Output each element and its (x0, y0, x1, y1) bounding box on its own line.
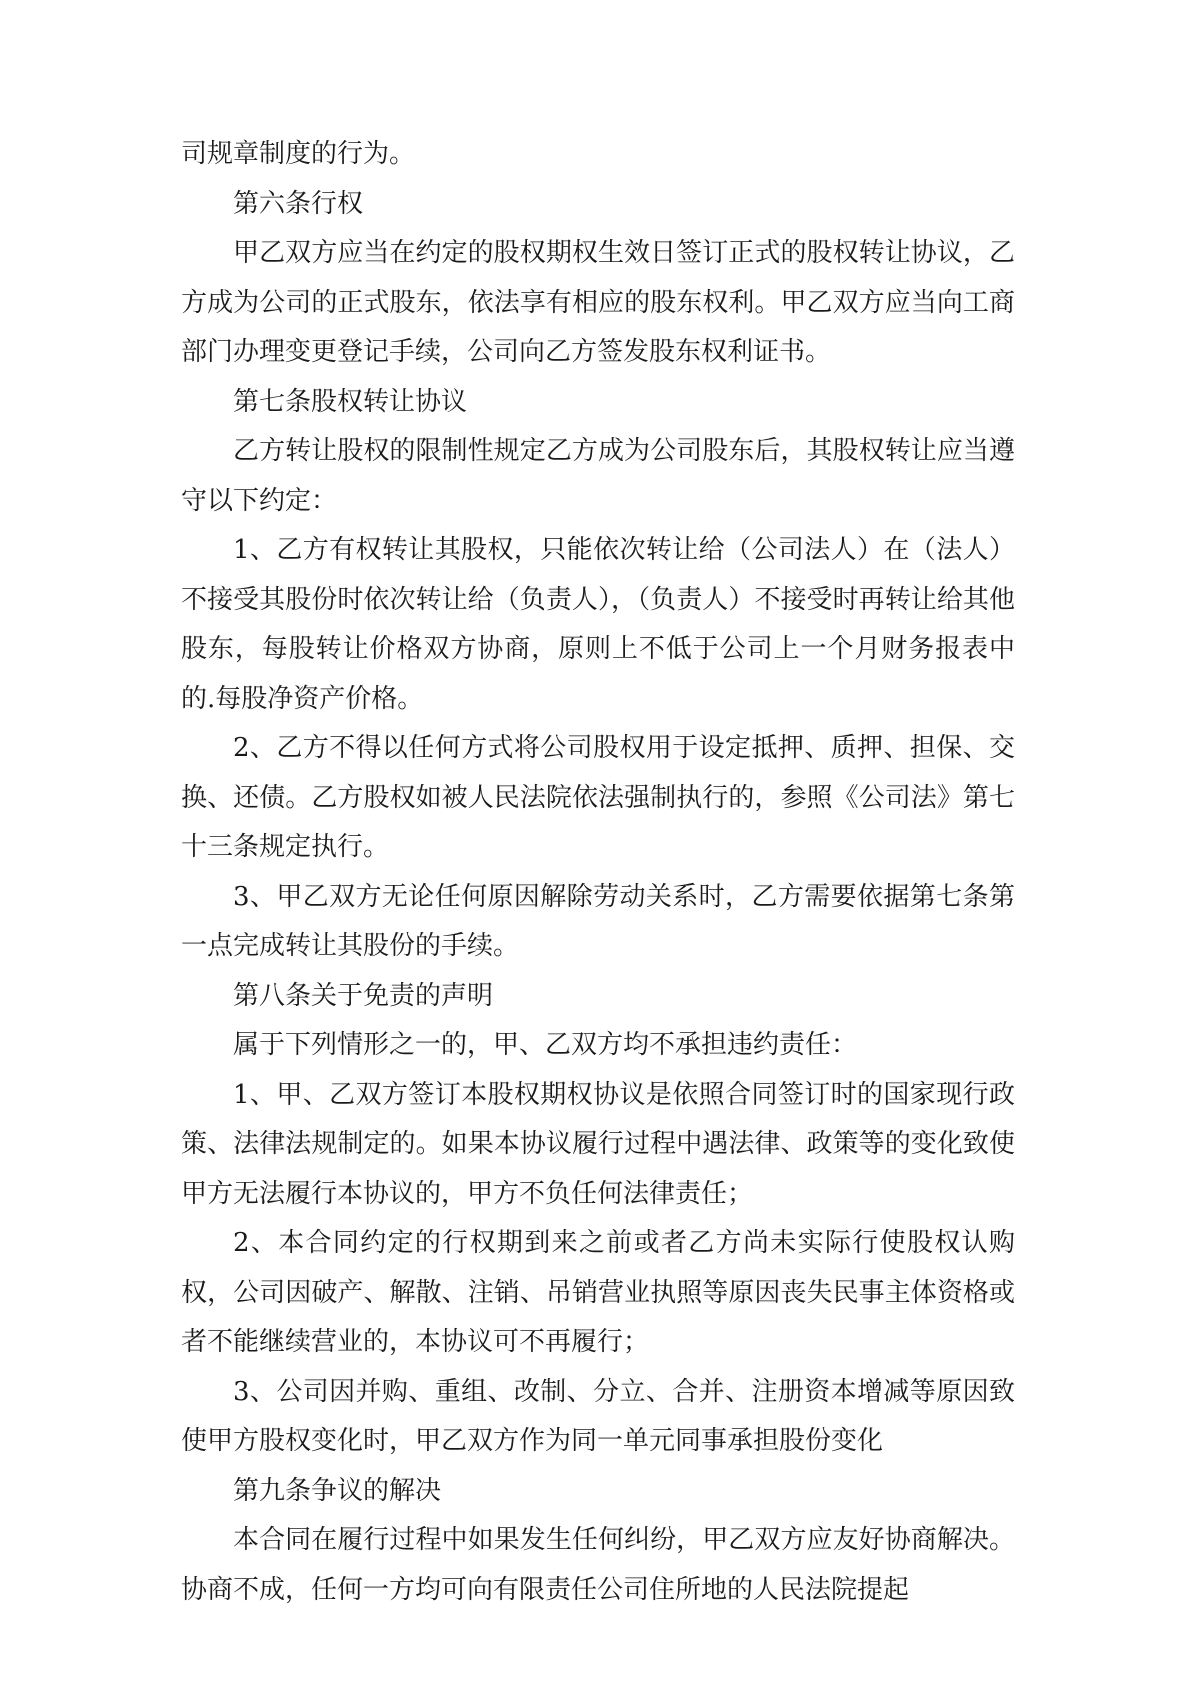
article-8-item-3: 3、公司因并购、重组、改制、分立、合并、注册资本增减等原因致使甲方股权变化时，甲乙双方作为同一单元同事承担股份变化 (181, 1376, 1015, 1456)
paragraph-continuation: 司规章制度的行为。 (181, 139, 416, 169)
article-7-item-1: 1、乙方有权转让其股权，只能依次转让给（公司法人）在（法人）不接受其股份时依次转让给（负责人），（负责人）不接受时再转让给其他股东，每股转让价格双方协商，原则上不低于公司上一个月财务报表中的.每股净资产价格。 (181, 535, 1015, 714)
article-7-item-3: 3、甲乙双方无论任何原因解除劳动关系时，乙方需要依据第七条第一点完成转让其股份的手续。 (181, 881, 1015, 961)
article-7-item-2: 2、乙方不得以任何方式将公司股权用于设定抵押、质押、担保、交换、还债。乙方股权如被人民法院依法强制执行的，参照《公司法》第七十三条规定执行。 (181, 733, 1015, 862)
article-8-item-1: 1、甲、乙双方签订本股权期权协议是依照合同签订时的国家现行政策、法律法规制定的。如果本协议履行过程中遇法律、政策等的变化致使甲方无法履行本协议的，甲方不负任何法律责任； (181, 1079, 1015, 1209)
article-9-heading: 第九条争议的解决 (233, 1475, 442, 1506)
article-8-intro: 属于下列情形之一的，甲、乙双方均不承担违约责任： (233, 1030, 858, 1060)
article-9-body: 本合同在履行过程中如果发生任何纠纷，甲乙双方应友好协商解决。协商不成，任何一方均可向有限责任公司住所地的人民法院提起 (181, 1525, 1015, 1605)
article-6-heading: 第六条行权 (233, 188, 364, 219)
document-body (181, 130, 1015, 1615)
article-8-heading: 第八条关于免责的声明 (233, 980, 494, 1011)
article-8-item-2: 2、本合同约定的行权期到来之前或者乙方尚未实际行使股权认购权，公司因破产、解散、注销、吊销营业执照等原因丧失民事主体资格或者不能继续营业的，本协议可不再履行； (181, 1228, 1015, 1357)
article-7-intro: 乙方转让股权的限制性规定乙方成为公司股东后，其股权转让应当遵守以下约定： (181, 436, 1015, 516)
article-7-heading: 第七条股权转让协议 (233, 386, 468, 417)
article-6-body: 甲乙双方应当在约定的股权期权生效日签订正式的股权转让协议，乙方成为公司的正式股东，依法享有相应的股东权利。甲乙双方应当向工商部门办理变更登记手续，公司向乙方签发股东权利证书。 (181, 238, 1015, 367)
